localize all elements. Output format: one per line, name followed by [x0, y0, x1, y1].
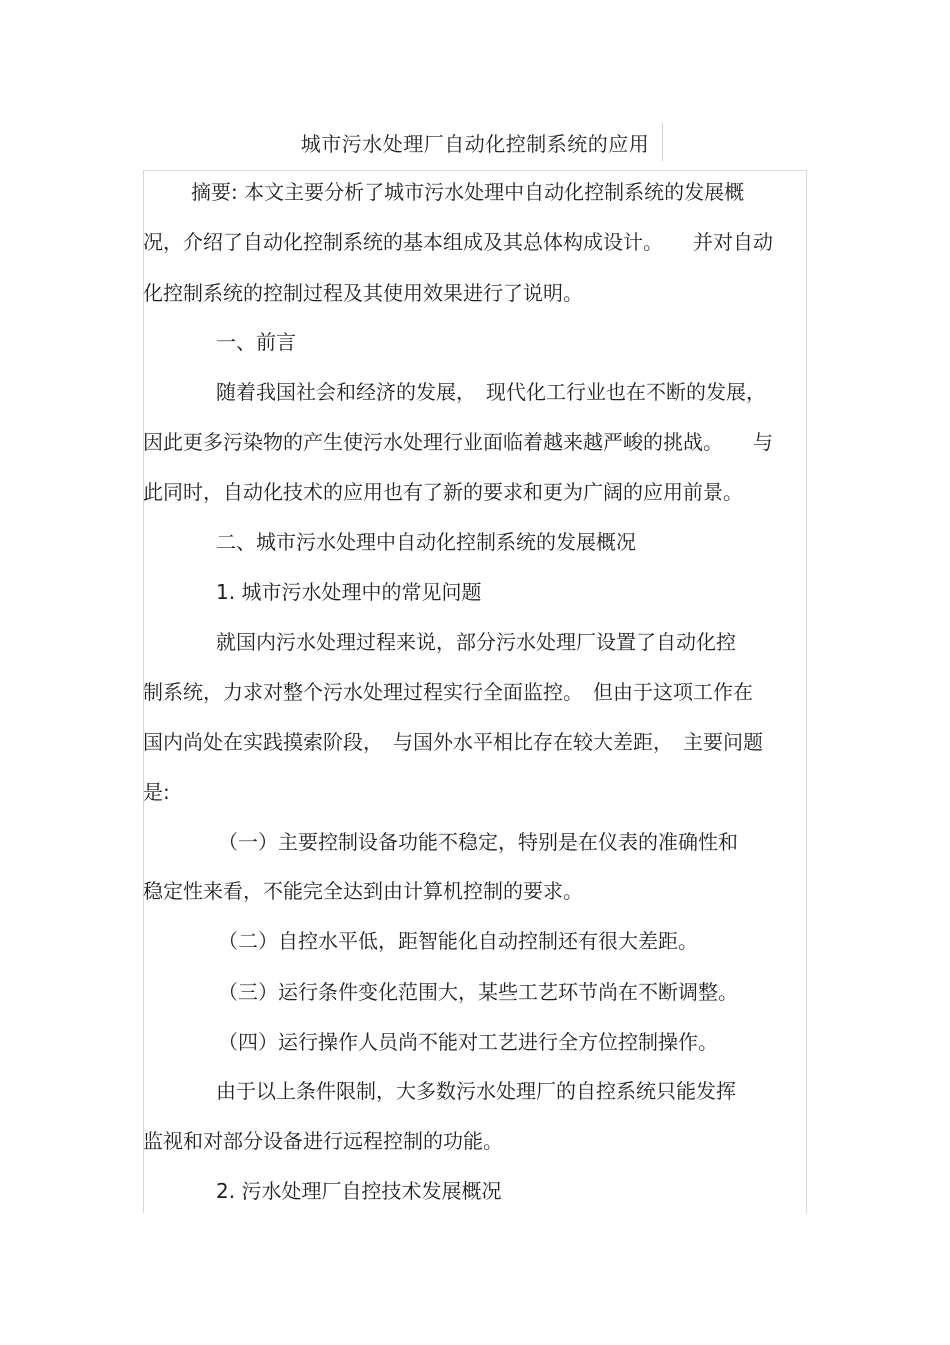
list-item-4: （四）运行操作人员尚不能对工艺进行全方位控制操作。: [218, 1030, 718, 1054]
document-title: 城市污水处理厂自动化控制系统的应用: [300, 132, 650, 156]
text-line-2: 况，介绍了自动化控制系统的基本组成及其总体构成设计。 并对自动: [143, 230, 773, 254]
text-line-13: 是:: [143, 780, 170, 804]
subsection-heading-2: 2. 污水处理厂自控技术发展概况: [216, 1179, 502, 1203]
text-line-3: 化控制系统的控制过程及其使用效果进行了说明。: [143, 281, 583, 305]
text-line-11: 制系统，力求对整个污水处理过程实行全面监控。 但由于这项工作在: [143, 680, 753, 704]
frame-right-border: [806, 170, 807, 1213]
text-line-5: 随着我国社会和经济的发展， 现代化工行业也在不断的发展，: [216, 380, 766, 404]
text-line-15: 稳定性来看，不能完全达到由计算机控制的要求。: [143, 879, 583, 903]
list-item-2: （二）自控水平低，距智能化自动控制还有很大差距。: [218, 929, 698, 953]
text-line-19: 由于以上条件限制，大多数污水处理厂的自控系统只能发挥: [216, 1079, 736, 1103]
list-item-3: （三）运行条件变化范围大，某些工艺环节尚在不断调整。: [218, 980, 738, 1004]
text-line-1: 摘要: 本文主要分析了城市污水处理中自动化控制系统的发展概: [191, 180, 745, 204]
list-item-1: （一）主要控制设备功能不稳定，特别是在仪表的准确性和: [218, 830, 738, 854]
text-line-20: 监视和对部分设备进行远程控制的功能。: [143, 1129, 503, 1153]
text-line-6: 因此更多污染物的产生使污水处理行业面临着越来越严峻的挑战。 与: [143, 430, 773, 454]
subsection-heading-1: 1. 城市污水处理中的常见问题: [216, 580, 482, 604]
section-heading-1: 一、前言: [216, 330, 296, 354]
text-line-12: 国内尚处在实践摸索阶段， 与国外水平相比存在较大差距， 主要问题: [143, 730, 763, 754]
section-heading-2: 二、城市污水处理中自动化控制系统的发展概况: [216, 530, 636, 554]
text-line-7: 此同时，自动化技术的应用也有了新的要求和更为广阔的应用前景。: [143, 480, 743, 504]
text-line-10: 就国内污水处理过程来说，部分污水处理厂设置了自动化控: [216, 630, 736, 654]
frame-top-border: [143, 170, 807, 171]
